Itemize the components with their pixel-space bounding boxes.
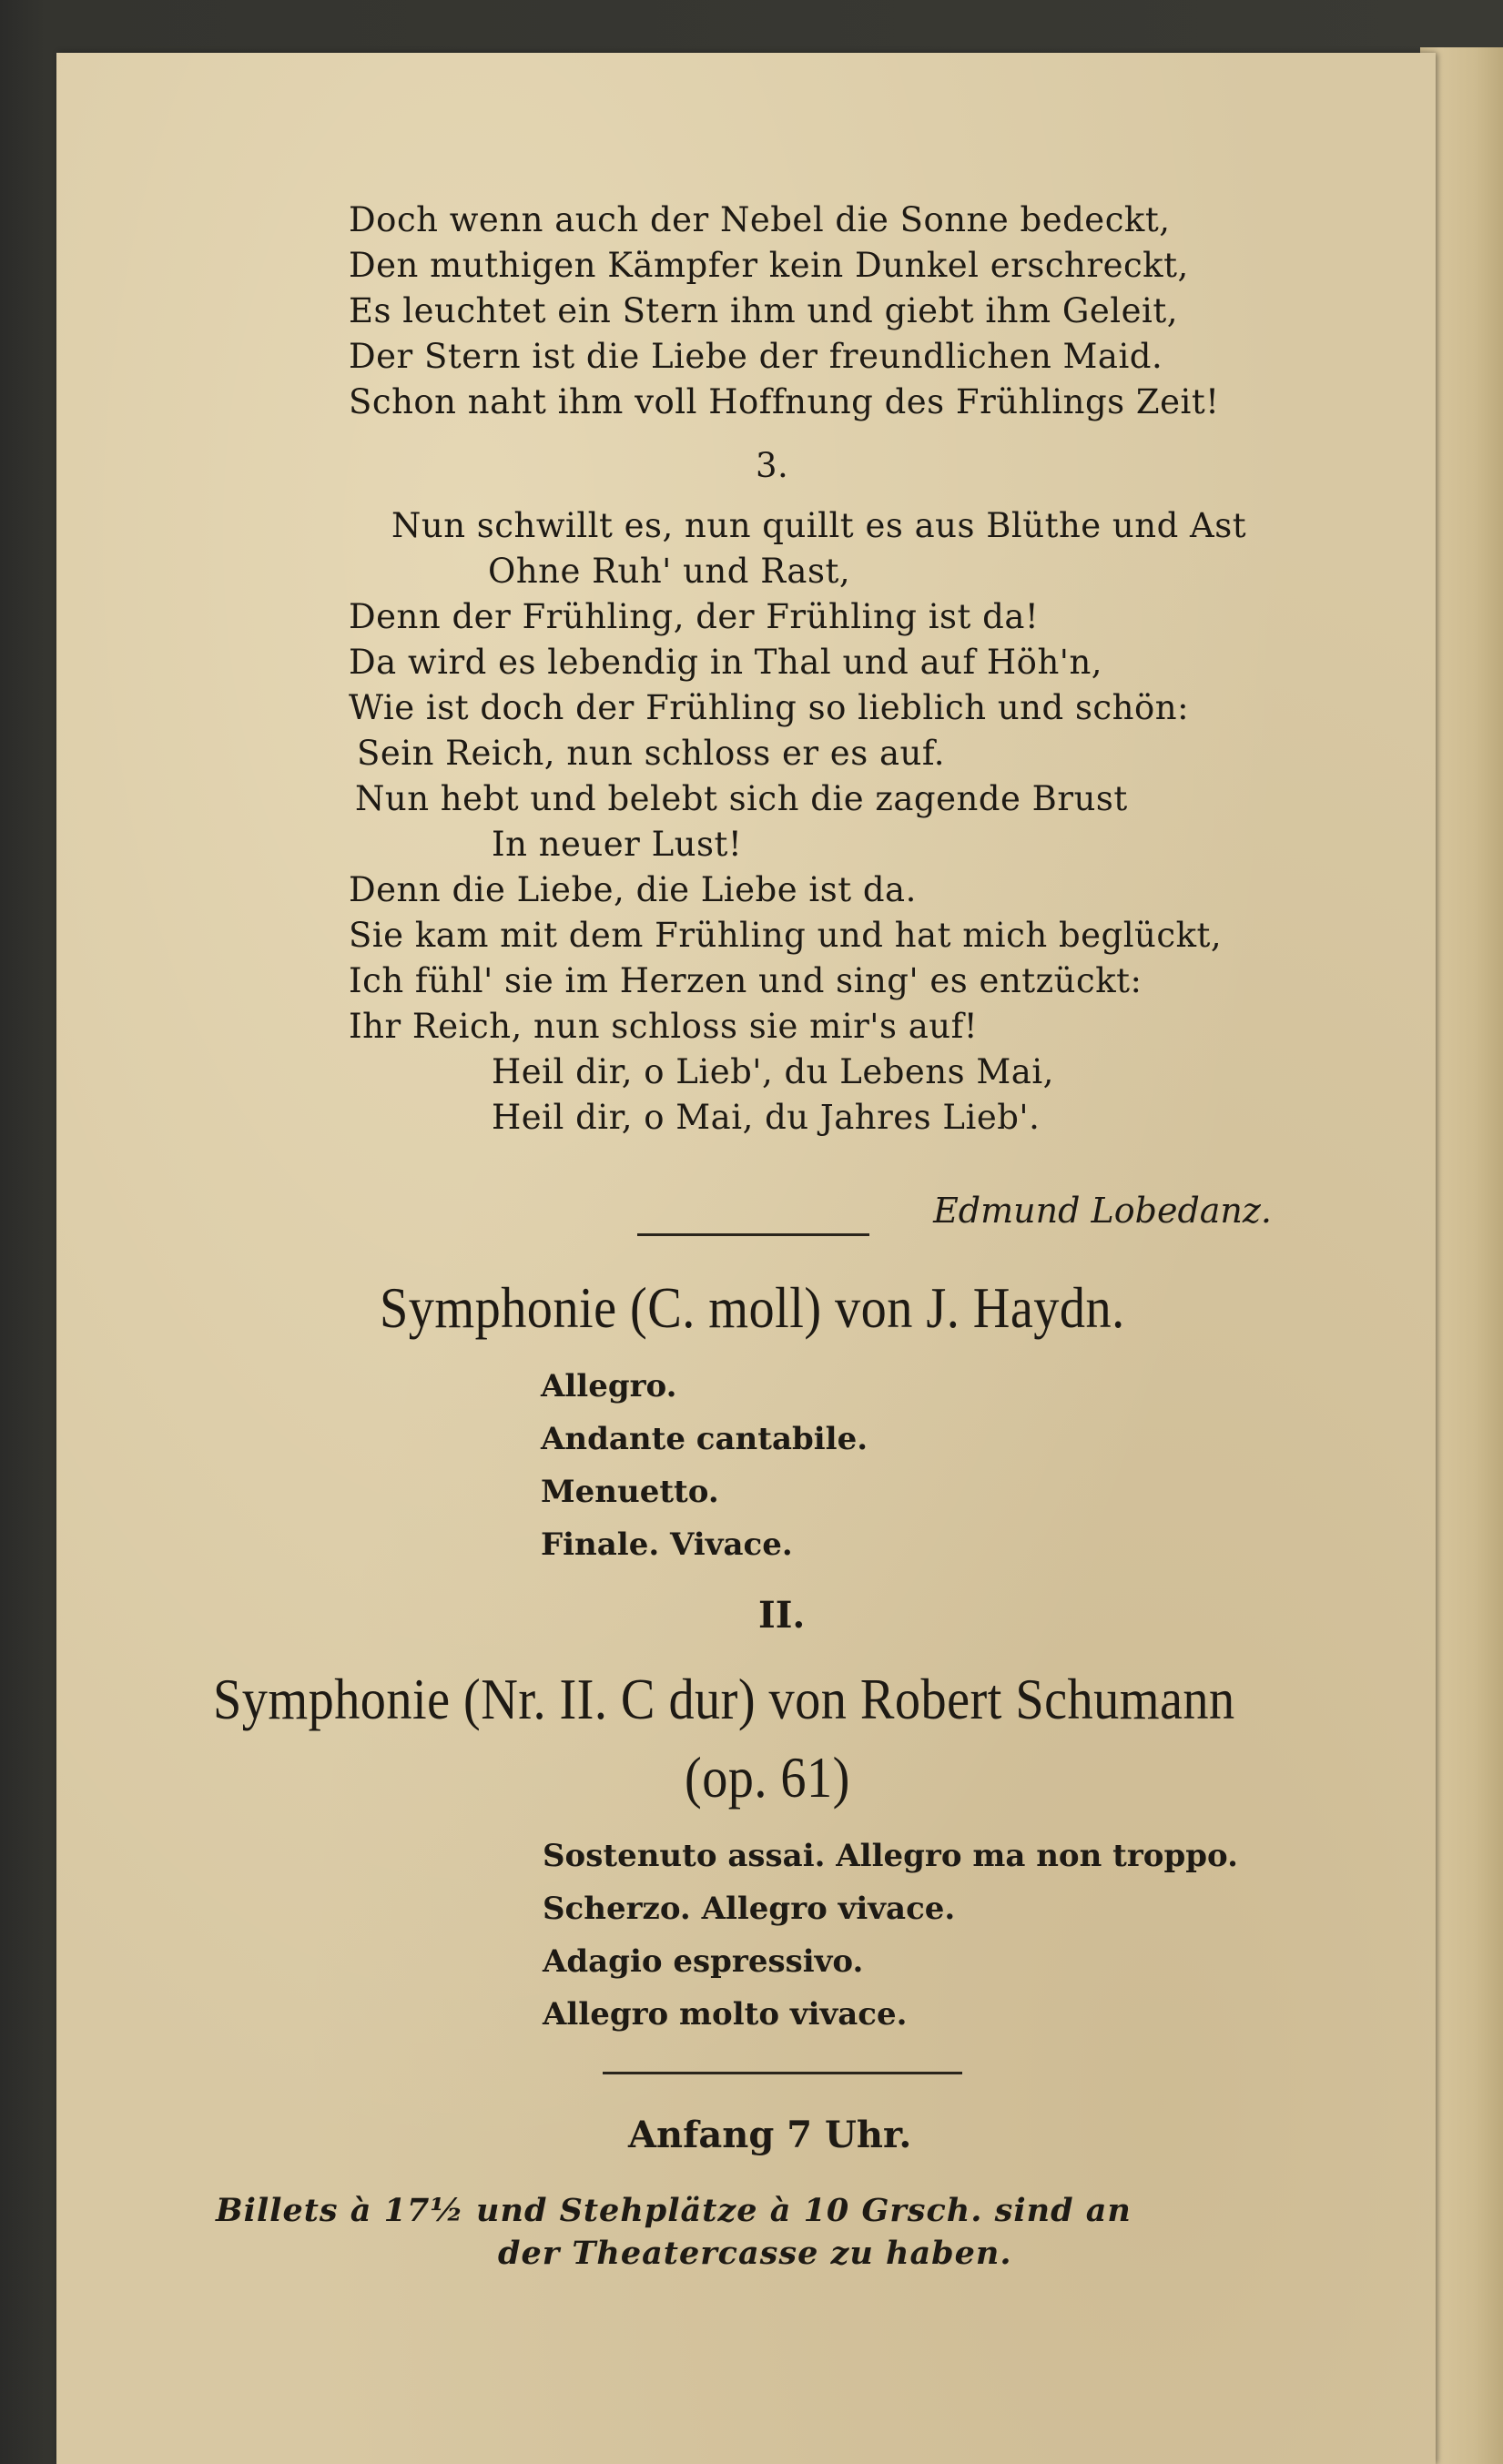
poem-line: Ihr Reich, nun schloss sie mir's auf! [349,1007,979,1046]
poem-line: Heil dir, o Lieb', du Lebens Mai, [492,1052,1054,1091]
poem-author: Edmund Lobedanz. [933,1191,1272,1231]
movement-item: Scherzo. Allegro vivace. [543,1891,956,1927]
poem-line: In neuer Lust! [492,825,743,864]
haydn-title: Symphonie (C. moll) von J. Haydn. [380,1275,1125,1340]
poem-line: Da wird es lebendig in Thal und auf Höh'n, [349,643,1103,682]
schumann-opus: (op. 61) [685,1745,850,1810]
stanza-number: 3. [756,446,789,485]
movement-item: Menuetto. [541,1474,719,1510]
movement-item: Finale. Vivace. [541,1526,793,1563]
poem-line: Heil dir, o Mai, du Jahres Lieb'. [492,1098,1041,1137]
ticket-info: der Theatercasse zu haben. [498,2235,1012,2272]
movement-item: Adagio espressivo. [543,1943,864,1980]
poem-line: Wie ist doch der Frühling so lieblich und schön: [349,688,1190,727]
poem-line: Ohne Ruh' und Rast, [488,552,851,591]
movement-item: Allegro molto vivace. [543,1996,908,2033]
start-time: Anfang 7 Uhr. [628,2114,912,2156]
poem-line: Denn die Liebe, die Liebe ist da. [349,870,917,909]
poem-line: Sein Reich, nun schloss er es auf. [357,734,945,773]
poem-line: Nun hebt und belebt sich die zagende Brust [355,779,1128,818]
poem-line: Der Stern ist die Liebe der freundlichen Maid. [349,337,1163,376]
movement-item: Allegro. [541,1368,677,1404]
poem-line: Ich fühl' sie im Herzen und sing' es entzückt: [349,961,1142,1000]
poem-line: Es leuchtet ein Stern ihm und giebt ihm Geleit, [349,291,1178,330]
movement-item: Sostenuto assai. Allegro ma non troppo. [543,1838,1238,1874]
poem-line: Denn der Frühling, der Frühling ist da! [349,597,1040,636]
poem-line: Den muthigen Kämpfer kein Dunkel erschreckt, [349,246,1189,285]
poem-line: Doch wenn auch der Nebel die Sonne bedeckt, [349,200,1171,239]
ticket-info: Billets à 17½ und Stehplätze à 10 Grsch. sind an [216,2192,1132,2229]
poem-line: Sie kam mit dem Frühling und hat mich beglückt, [349,916,1223,955]
poem-line: Nun schwillt es, nun quillt es aus Blüthe und Ast [391,506,1247,545]
program-page [56,53,1436,2464]
movement-item: Andante cantabile. [541,1421,868,1457]
poem-line: Schon naht ihm voll Hoffnung des Frühlings Zeit! [349,382,1220,421]
schumann-title: Symphonie (Nr. II. C dur) von Robert Schumann [213,1667,1235,1731]
part-numeral: II. [758,1594,806,1637]
divider [637,1233,869,1236]
divider [603,2072,962,2074]
